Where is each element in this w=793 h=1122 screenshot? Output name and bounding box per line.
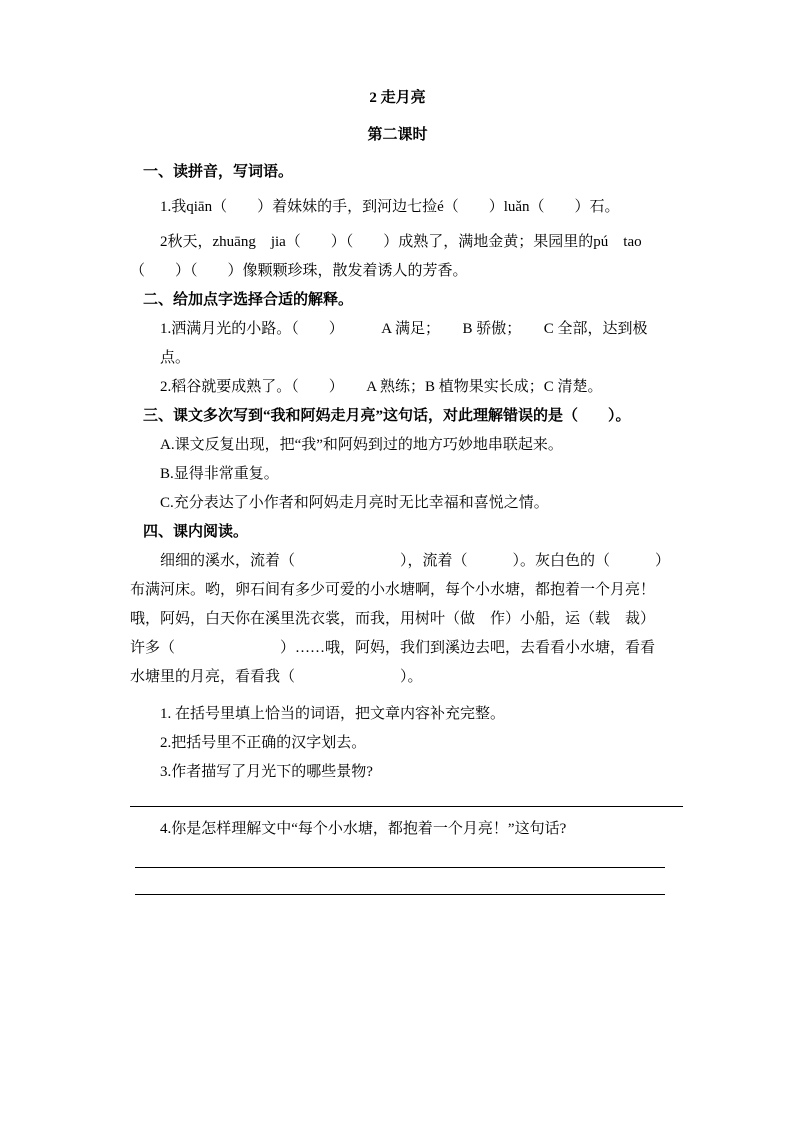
section-2-item-2: 2.稻谷就要成熟了。（ ） A 熟练；B 植物果实长成；C 清楚。 bbox=[160, 379, 603, 395]
passage-line-4: 许多（ ）……哦，阿妈，我们到溪边去吧，去看看小水塘，看看 bbox=[130, 640, 656, 656]
section-3-option-c: C.充分表达了小作者和阿妈走月亮时无比幸福和喜悦之情。 bbox=[160, 495, 549, 511]
section-1-item-2-line-2: （ ）（ ）像颗颗珍珠，散发着诱人的芳香。 bbox=[130, 263, 468, 279]
question-4: 4.你是怎样理解文中“每个小水塘，都抱着一个月亮！”这句话? bbox=[160, 821, 567, 837]
section-3-option-b: B.显得非常重复。 bbox=[160, 466, 279, 482]
question-1: 1. 在括号里填上恰当的词语，把文章内容补充完整。 bbox=[160, 706, 506, 722]
section-1-heading: 一、读拼音，写词语。 bbox=[143, 164, 294, 180]
passage-line-2: 布满河床。哟，卵石间有多少可爱的小水塘啊，每个小水塘，都抱着一个月亮！ bbox=[130, 582, 656, 598]
section-3-option-a: A.课文反复出现，把“我”和阿妈到过的地方巧妙地串联起来。 bbox=[160, 437, 563, 453]
doc-title: 2 走月亮 bbox=[369, 90, 426, 106]
section-3-heading: 三、课文多次写到“我和阿妈走月亮”这句话，对此理解错误的是（ ）。 bbox=[143, 408, 631, 424]
doc-subtitle: 第二课时 bbox=[367, 127, 428, 143]
section-2-item-1: 1.洒满月光的小路。（ ） A 满足； B 骄傲； C 全部，达到极点。 bbox=[160, 321, 648, 366]
answer-line-1 bbox=[130, 787, 683, 807]
question-3: 3.作者描写了月光下的哪些景物? bbox=[160, 764, 373, 780]
section-2-heading: 二、给加点字选择合适的解释。 bbox=[143, 292, 354, 308]
question-2: 2.把括号里不正确的汉字划去。 bbox=[160, 735, 367, 751]
section-1-item-2-line-1: 2秋天，zhuāng jia（ ）（ ）成熟了，满地金黄；果园里的pú tao bbox=[160, 234, 642, 250]
answer-line-2 bbox=[135, 844, 665, 868]
passage-line-1: 细细的溪水，流着（ ），流着（ ）。灰白色的（ ） bbox=[160, 553, 671, 569]
passage-line-5: 水塘里的月亮，看看我（ ）。 bbox=[130, 669, 423, 685]
answer-line-3 bbox=[135, 868, 665, 895]
section-4-heading: 四、课内阅读。 bbox=[143, 524, 249, 540]
section-1-item-1: 1.我qiān（ ）着妹妹的手，到河边七捡é（ ）luǎn（ ）石。 bbox=[160, 199, 620, 215]
passage-line-3: 哦，阿妈，白天你在溪里洗衣裳，而我，用树叶（做 作）小船，运（载 裁） bbox=[130, 611, 656, 627]
